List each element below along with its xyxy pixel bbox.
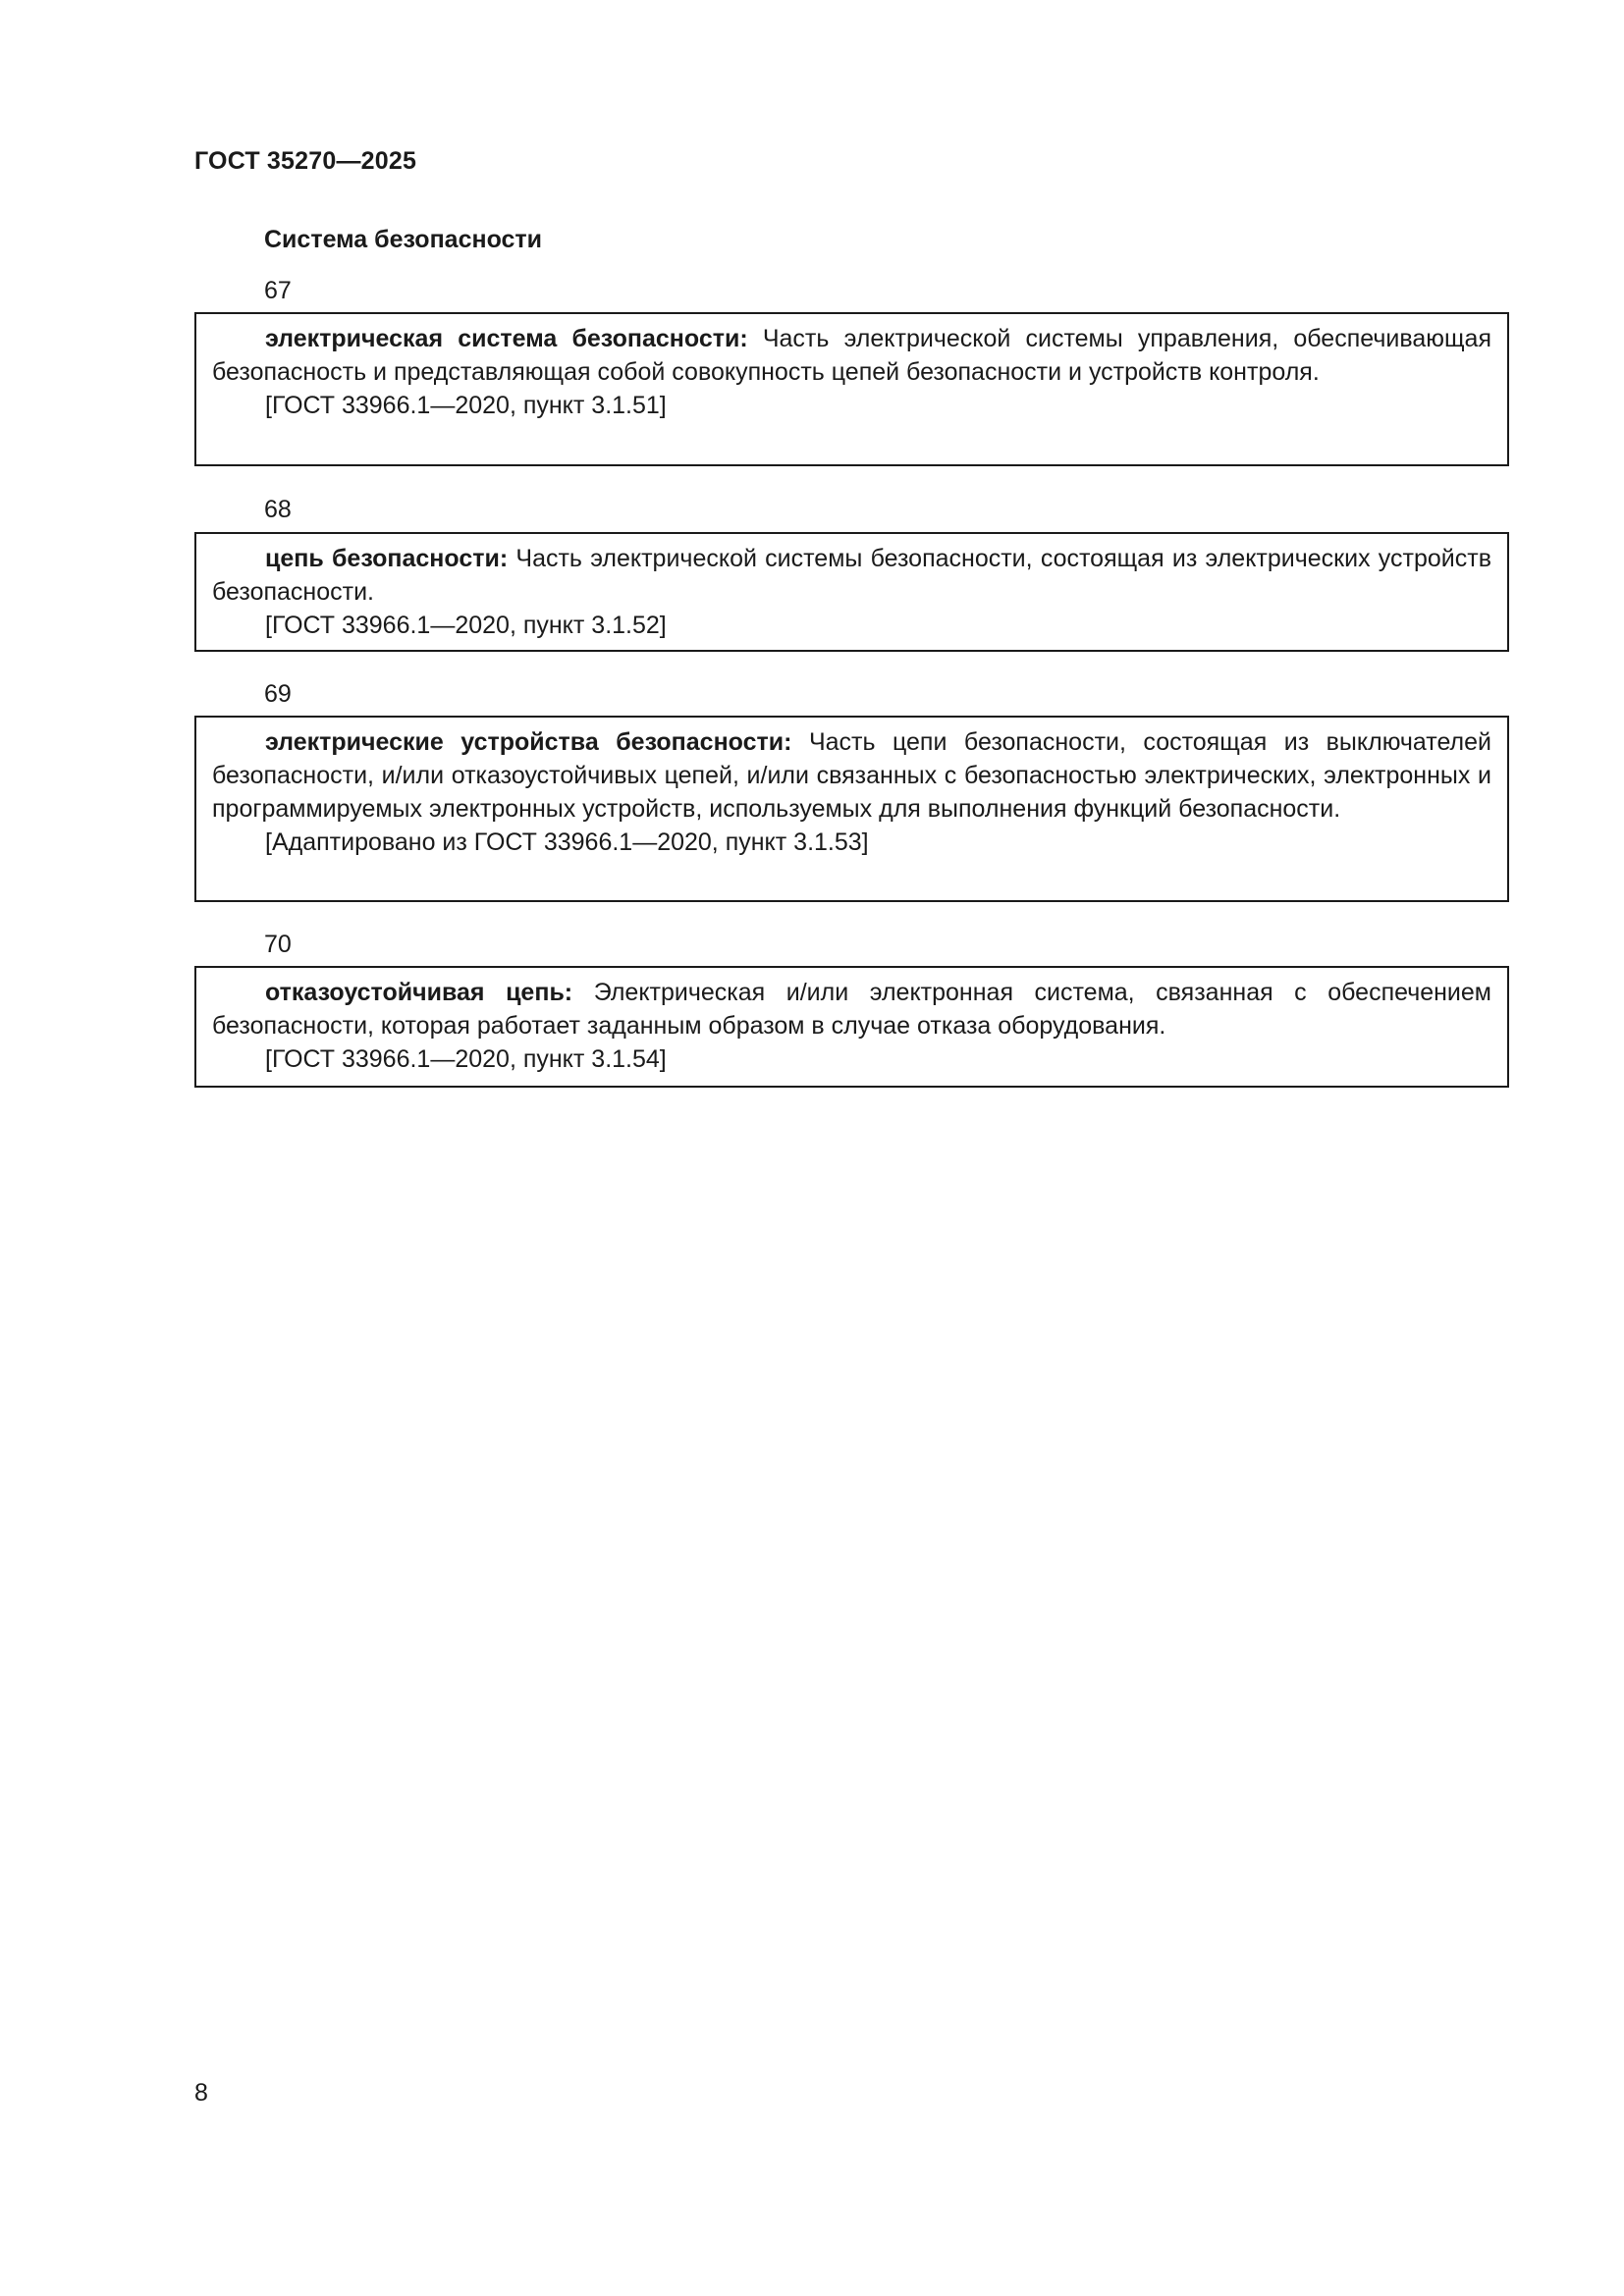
term-entry	[194, 966, 1509, 1088]
term-source: [ГОСТ 33966.1—2020, пункт 3.1.52]	[265, 612, 667, 639]
term-number: 68	[264, 496, 292, 523]
term-definition-text: Часть электрической системы безопасности, состоящая из электрических устройств безопасности.	[212, 545, 1491, 606]
document-header: ГОСТ 35270—2025	[194, 147, 417, 175]
term-definition	[212, 976, 1491, 1042]
section-title: Система безопасности	[264, 226, 543, 253]
term-entry	[194, 532, 1509, 652]
page-number: 8	[194, 2079, 208, 2107]
term-definition-text: Электрическая и/или электронная система, связанная с обеспечением безопасности, которая работает заданным образом в случае отказа оборудования.	[212, 979, 1491, 1040]
term-number: 67	[264, 277, 292, 304]
term-name: электрическая система безопасности:	[265, 325, 748, 352]
term-definition	[212, 322, 1491, 389]
term-source: [Адаптировано из ГОСТ 33966.1—2020, пункт 3.1.53]	[265, 828, 869, 856]
term-source: [ГОСТ 33966.1—2020, пункт 3.1.54]	[265, 1045, 667, 1073]
term-number: 69	[264, 680, 292, 708]
term-definition-text: Часть цепи безопасности, состоящая из выключателей безопасности, и/или отказоустойчивых цепей, и/или связанных с безопасностью электрических, электронных и программируемых электронных устройств, используемых для выполнения функций безопасности.	[212, 728, 1491, 823]
term-number: 70	[264, 931, 292, 958]
term-source: [ГОСТ 33966.1—2020, пункт 3.1.51]	[265, 392, 667, 419]
term-entry	[194, 312, 1509, 466]
term-entry	[194, 716, 1509, 902]
term-name: электрические устройства безопасности:	[265, 728, 792, 756]
term-name: цепь безопасности:	[265, 545, 509, 572]
term-name: отказоустойчивая цепь:	[265, 979, 573, 1006]
term-definition	[212, 725, 1491, 826]
term-definition-text: Часть электрической системы управления, обеспечивающая безопасность и представляющая собой совокупность цепей безопасности и устройств контроля.	[212, 325, 1491, 386]
term-definition	[212, 542, 1491, 609]
